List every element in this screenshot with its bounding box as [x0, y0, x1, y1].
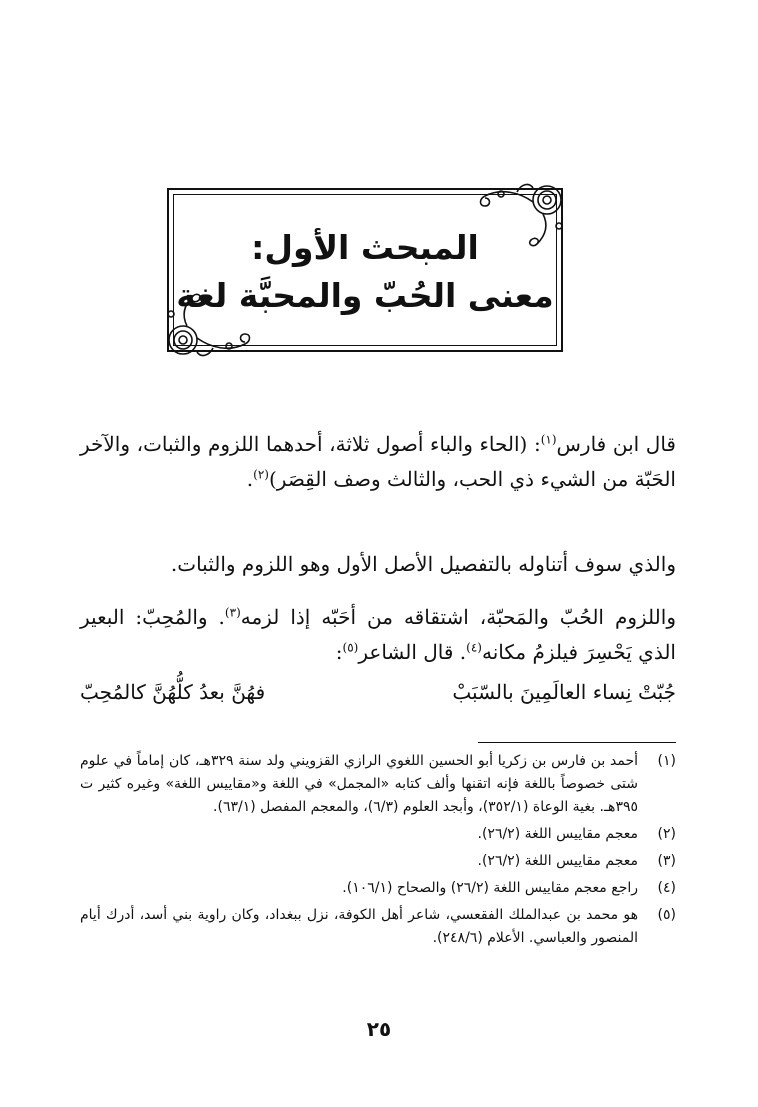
p1-text-b: : (الحاء والباء أصول ثلاثة، أحدهما اللزوم والثبات، والآخر الحَبّة من الشيء ذي الحب، والثالث وصف القِصَر) — [80, 432, 676, 491]
paragraph-ibn-faris — [80, 427, 676, 497]
footnote-marker-4: (٤) — [466, 640, 482, 655]
verse-hemistich-left: فهُنَّ بعدُ كلُّهُنَّ كالمُحِبّ — [80, 680, 266, 704]
chapter-subtitle: معنى الحُبّ والمحبَّة لغة — [176, 276, 554, 315]
footnote-item — [80, 904, 676, 950]
paragraph-scope: والذي سوف أتناوله بالتفصيل الأصل الأول وهو اللزوم والثبات. — [170, 552, 676, 576]
footnote-text: هو محمد بن عبدالملك الفقعسي، شاعر أهل الكوفة، نزل ببغداد، وكان راوية بني أسد، أدرك أيام المنصور والعباسي. الأعلام (٢٤٨/٦). — [80, 907, 638, 946]
footnote-number: (٣) — [657, 853, 676, 869]
p3-text-b: . والمُحِبّ: البعير الذي يَحْسِرَ فيلزمُ مكانه — [80, 605, 676, 664]
footnote-number: (٤) — [657, 880, 676, 896]
p1-text-a: قال ابن فارس — [556, 432, 676, 456]
footnote-text: راجع معجم مقاييس اللغة (٢٦/٢) والصحاح (١٠٦/١). — [342, 880, 638, 896]
p3-text-d: : — [335, 640, 343, 664]
paragraph-derivation — [80, 600, 676, 670]
footnote-item — [80, 877, 676, 900]
footnote-number: (٥) — [657, 907, 676, 923]
footnote-marker-5: (٥) — [342, 640, 359, 655]
footnote-text: أحمد بن فارس بن زكريا أبو الحسين اللغوي الرازي القزويني ولد سنة ٣٢٩هـ، كان إماماً في علوم شتى خصوصاً باللغة فإنه اتقنها وألف كتابه «المجمل» في اللغة و«مقاييس اللغة» وغيره كثير ت ٣٩٥هـ. بغية الوعاة (٣٥٢/١)، وأبجد العلوم (٦/٣)، والمعجم المفصل (٦٣/١). — [80, 753, 638, 815]
chapter-title: المبحث الأول: — [251, 228, 479, 267]
verse-hemistich-right: جُبّتْ نِساء العالَمِينَ بالسّبَبْ — [452, 680, 676, 704]
footnote-number: (٢) — [657, 826, 676, 842]
poem-verse — [80, 680, 676, 704]
footnote-item — [80, 823, 676, 846]
footnote-item — [80, 850, 676, 873]
p1-text-c: . — [246, 467, 254, 491]
footnote-text: معجم مقاييس اللغة (٢٦/٢). — [477, 853, 638, 869]
footnote-item — [80, 750, 676, 819]
title-frame — [167, 188, 563, 352]
footnote-marker-1: (١) — [540, 432, 557, 447]
footnote-marker-3: (٣) — [224, 605, 241, 620]
footnote-text: معجم مقاييس اللغة (٢٦/٢). — [477, 826, 638, 842]
p3-text-a: واللزوم الحُبّ والمَحبّة، اشتقاقه من أحَبّه إذا لزمه — [240, 605, 676, 629]
page-number: ٢٥ — [366, 1017, 392, 1041]
footnote-separator — [478, 742, 676, 743]
footnote-number: (١) — [657, 753, 676, 769]
p3-text-c: . قال الشاعر — [358, 640, 467, 664]
footnotes — [80, 750, 676, 954]
footnote-marker-2: (٢) — [253, 467, 269, 482]
